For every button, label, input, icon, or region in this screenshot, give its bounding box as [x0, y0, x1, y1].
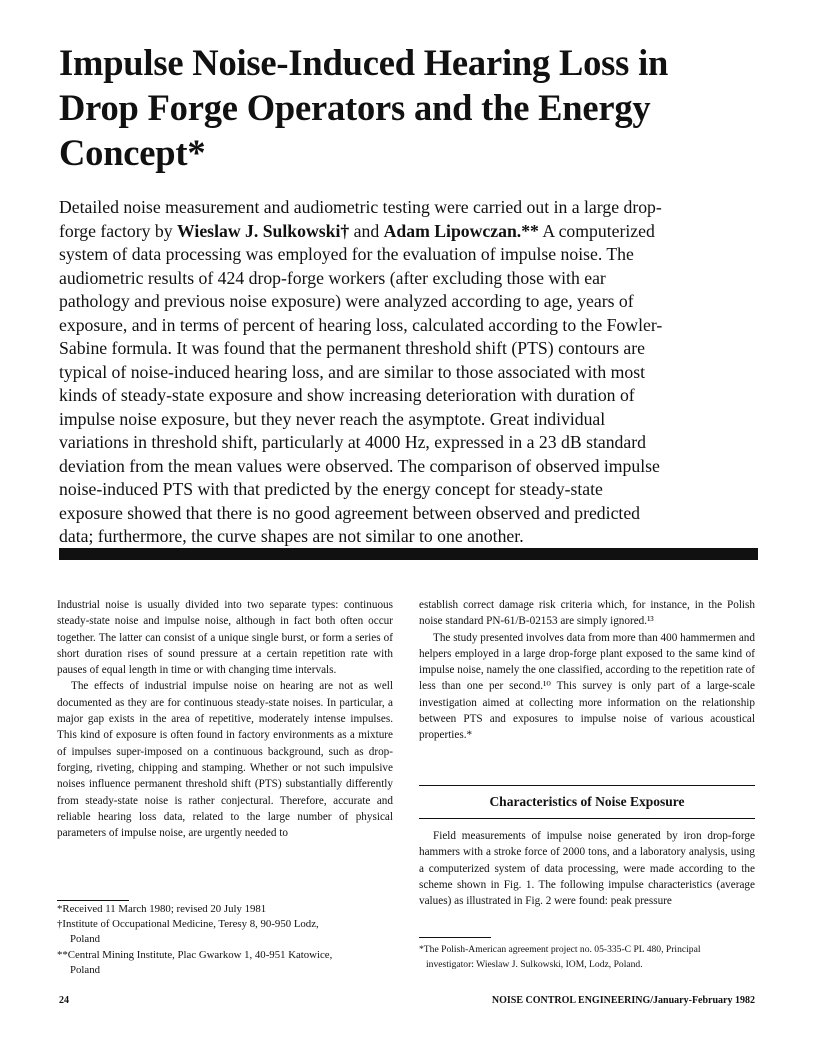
abstract-line: Sabine formula. It was found that the permanent threshold shift (PTS) contours are — [59, 338, 646, 358]
section-heading: Characteristics of Noise Exposure — [489, 794, 685, 809]
body-paragraph: Field measurements of impulse noise generated by iron drop-forge hammers with a stroke force of 2000 tons, and a laboratory analysis, using a computerized system of data processing, were made according to the scheme shown in Fig. 1. The following impulse characteristics (average values) as illustrated in Fig. 2 were found: peak pressure — [419, 830, 755, 908]
abstract-line: typical of noise-induced hearing loss, and are similar to those associated with most — [59, 361, 646, 382]
abstract-line: variations in threshold shift, particularly at 4000 Hz, expressed in a 23 dB standard — [59, 432, 646, 452]
abstract-text: A computerized — [538, 220, 655, 241]
abstract-line: exposure showed that there is no good agreement between observed and predicted — [59, 502, 641, 523]
author-name: Wieslaw J. Sulkowski† — [177, 220, 350, 241]
footnote: investigator: Wieslaw J. Sulkowski, IOM, Lodz, Poland. — [426, 958, 643, 970]
section-divider-bar — [59, 548, 758, 560]
body-paragraph: The study presented involves data from more than 400 hammermen and helpers employed in a large drop-forge plant exposed to the same kind of impulse noise, namely the one classified, according to the repetition rate of less than one per second.¹⁰ This survey is only part of a large-scale investigation aimed at collecting more information on the relationship between PTS and exposures to impulse noise of various acoustical properties.* — [419, 631, 755, 742]
abstract-line: system of data processing was employed for the evaluation of impulse noise. The — [59, 244, 634, 264]
body-paragraph: The effects of industrial impulse noise on hearing are not as well documented as they are for continuous steady-state noises. In particular, a major gap exists in the area of repetitive, moderately intense impulses. This kind of exposure is often found in factory environments as a mixture of impulses super-imposed on a continuous background, such as drop-forging, riveting, chipping and stamping. Whether or not such impulsive noises influence permanent threshold shift (PTS) substantially differently from steady-state noise is rather conjectural. Therefore, accurate and reliable hearing loss data, related to the large number of physical parameters of impulse noise, are urgently needed to — [57, 680, 393, 840]
body-paragraph: Industrial noise is usually divided into two separate types: continuous steady-state noise and impulse noise, although in fact both often occur together. The latter can consist of a unique single burst, or form a series of short duration rises of sound pressure at a certain repetition rate with pauses of equal length in time or with changing time intervals. — [57, 599, 393, 677]
footnote-divider — [57, 900, 129, 901]
article-title — [59, 40, 779, 175]
section-heading-box — [419, 785, 755, 819]
abstract-line: data; furthermore, the curve shapes are not similar to one another. — [59, 526, 524, 546]
footnote: *Received 11 March 1980; revised 20 July 1981 — [57, 903, 267, 915]
title-line: Drop Forge Operators and the Energy — [59, 87, 651, 128]
footnote: †Institute of Occupational Medicine, Teresy 8, 90-950 Lodz, — [57, 918, 319, 931]
abstract-text: and — [349, 220, 384, 241]
body-column-right — [419, 597, 755, 744]
abstract-line: audiometric results of 424 drop-forge workers (after excluding those with ear — [59, 267, 606, 288]
footnote-divider — [419, 937, 491, 938]
abstract-line: Detailed noise measurement and audiometric testing were carried out in a large drop- — [59, 197, 662, 217]
abstract-line: kinds of steady-state exposure and show increasing deterioration with duration of — [59, 385, 635, 405]
footnotes-left — [57, 902, 397, 978]
abstract-line: noise-induced PTS with that predicted by the energy concept for steady-state — [59, 479, 603, 499]
footnotes-right — [419, 943, 759, 972]
footnote: Poland — [70, 963, 100, 976]
page-number: 24 — [59, 995, 69, 1006]
body-column-left — [57, 597, 393, 841]
footnote: Poland — [70, 933, 100, 946]
abstract-line: pathology and previous noise exposure) were analyzed according to age, years of — [59, 291, 634, 311]
footnote: *The Polish-American agreement project no. 05-335-C PL 480, Principal — [419, 944, 701, 955]
abstract-line: deviation from the mean values were observed. The comparison of observed impulse — [59, 455, 660, 476]
body-paragraph: establish correct damage risk criteria which, for instance, in the Polish noise standard PN-61/B-02153 are simply ignored.¹³ — [419, 599, 755, 628]
title-line: Concept* — [59, 132, 206, 173]
author-name: Adam Lipowczan.** — [383, 220, 539, 241]
abstract-text: forge factory by — [59, 220, 178, 241]
journal-footer: NOISE CONTROL ENGINEERING/January-February 1982 — [491, 995, 755, 1006]
footnote: **Central Mining Institute, Plac Gwarkow 1, 40-951 Katowice, — [57, 948, 333, 961]
body-column-right-continued — [419, 828, 755, 909]
abstract-line: impulse noise exposure, but they never reach the asymptote. Great individual — [59, 408, 606, 429]
abstract-line-authors — [59, 220, 771, 244]
abstract-line: exposure, and in terms of percent of hearing loss, calculated according to the Fowler- — [59, 314, 663, 335]
title-line: Impulse Noise-Induced Hearing Loss in — [59, 42, 669, 83]
abstract — [59, 196, 771, 549]
